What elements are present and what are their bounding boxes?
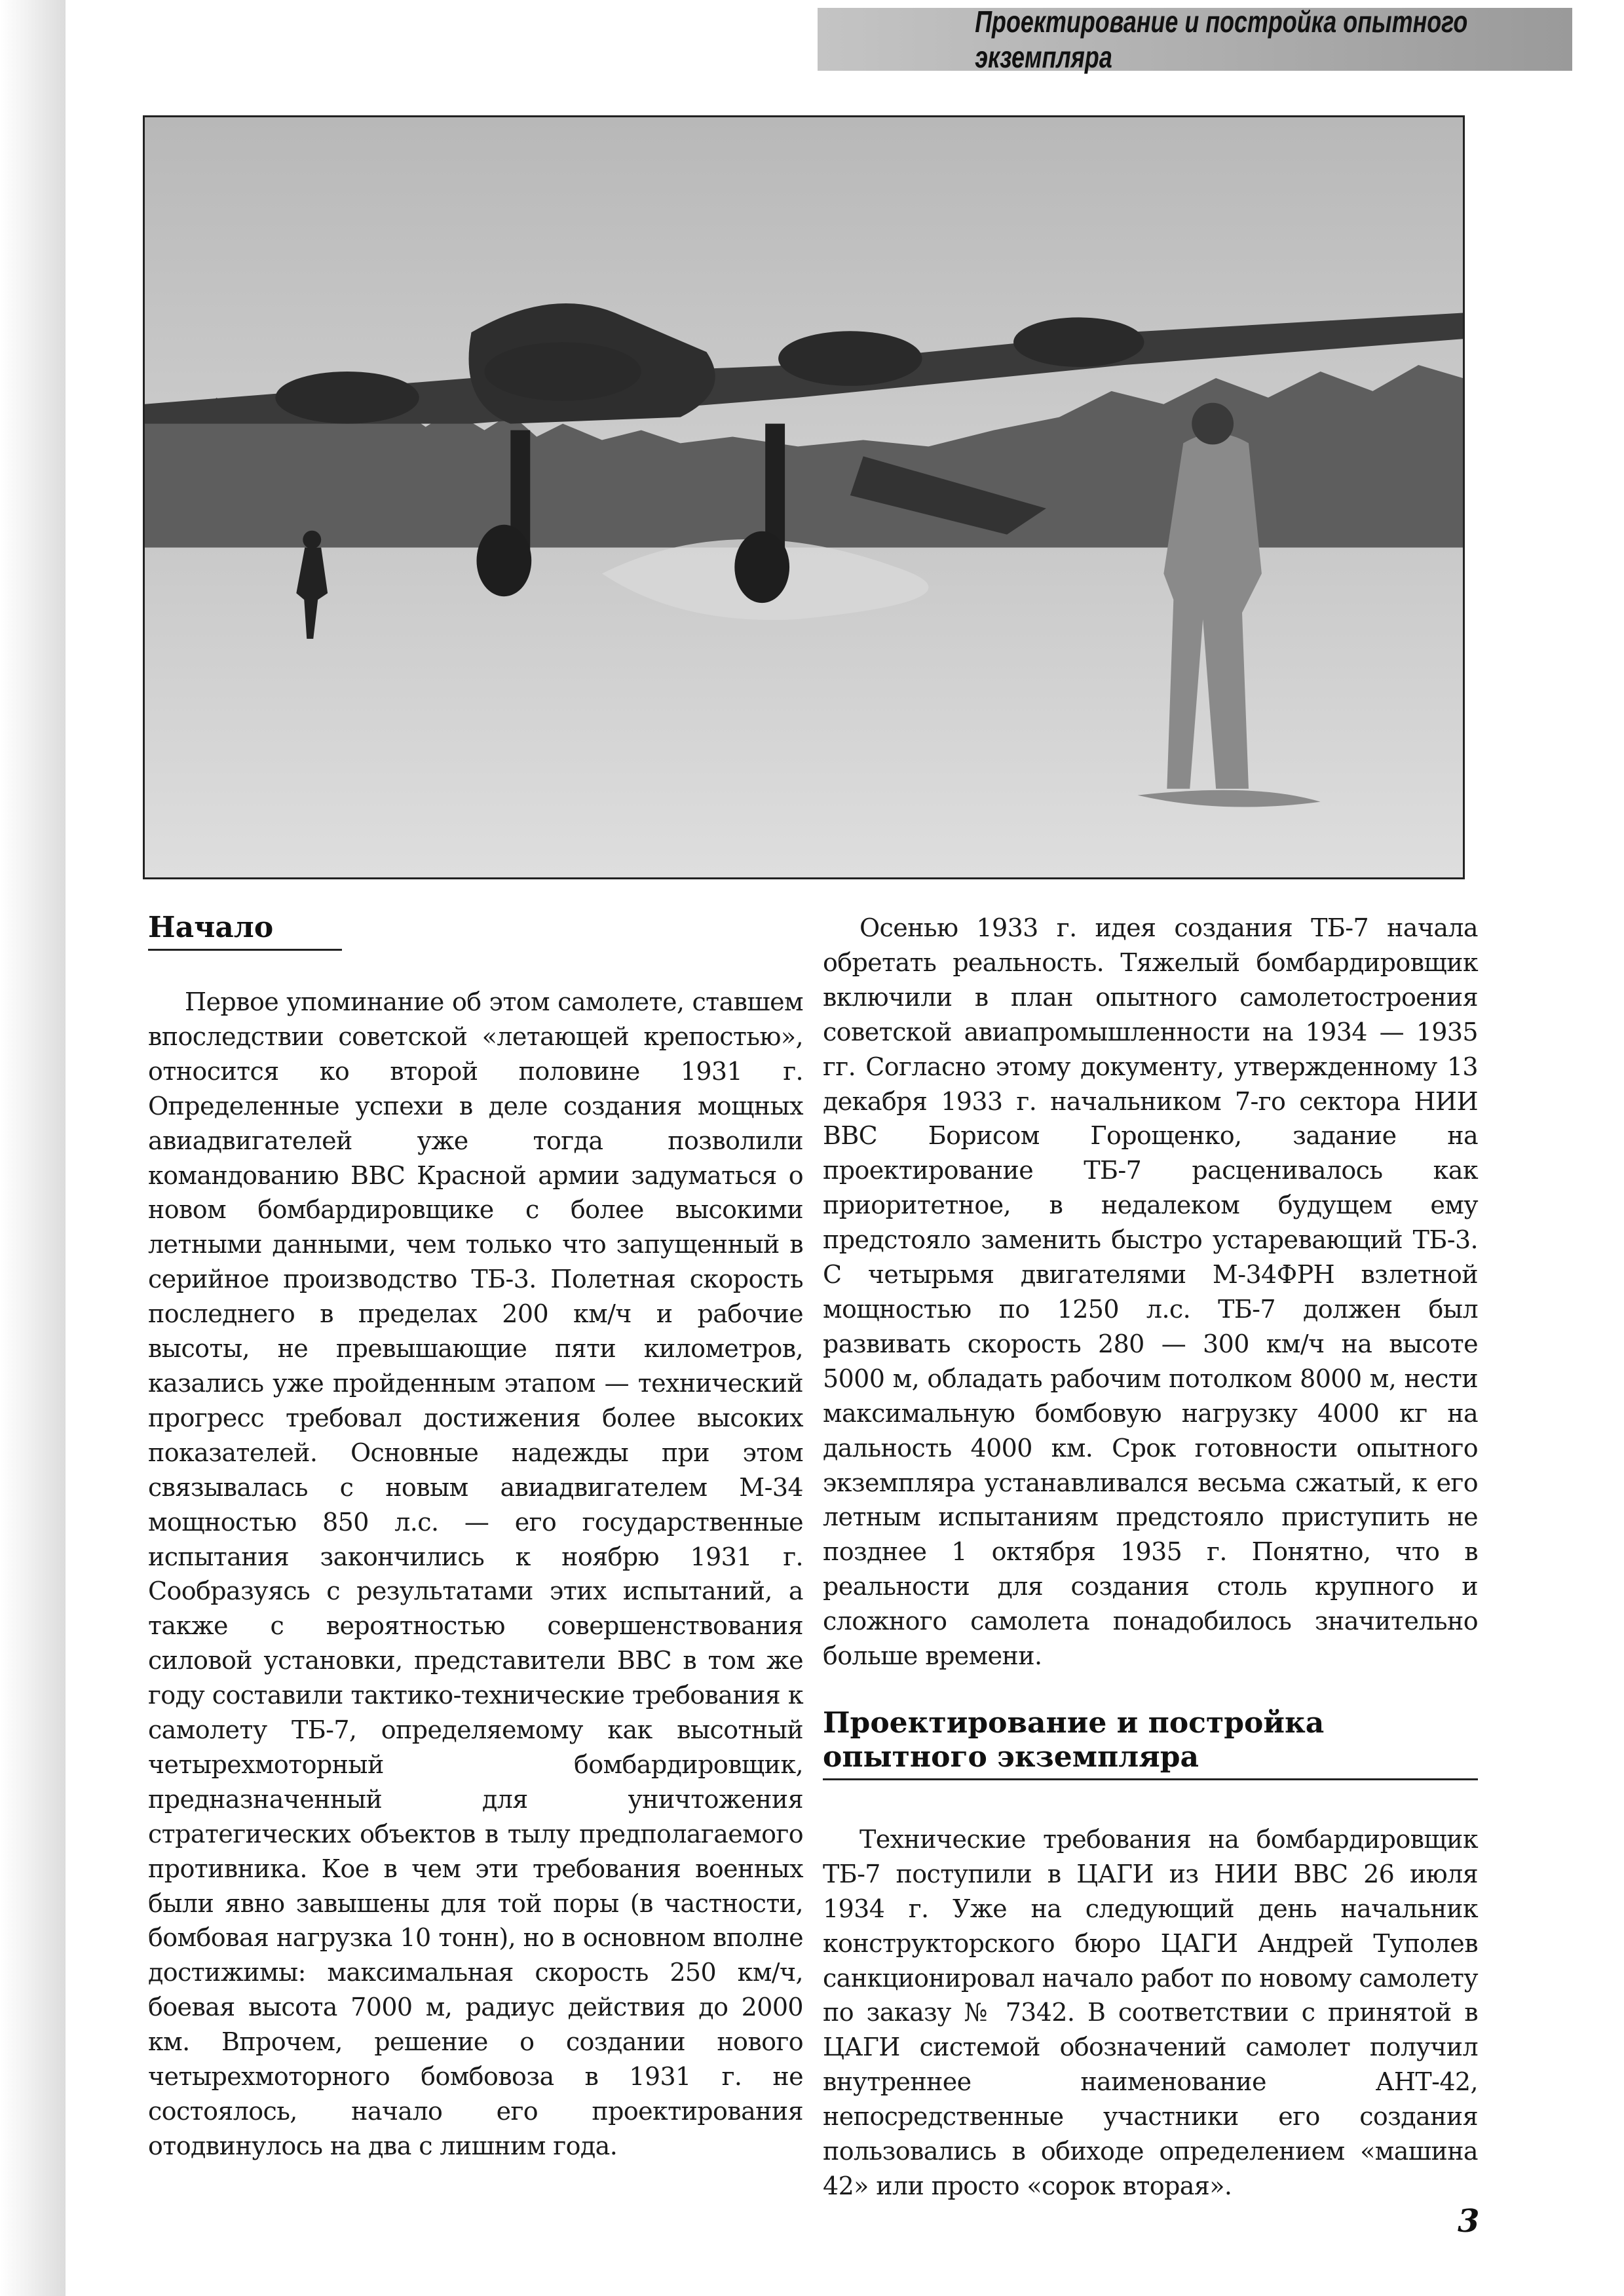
aircraft-photo-icon [145,117,1463,877]
aircraft-engine-3 [778,331,922,386]
aircraft-photo [143,115,1465,879]
aircraft-wheel-left [476,525,531,596]
heading-underline [823,1778,1478,1780]
person-running-head [303,531,321,549]
aircraft-engine-2 [484,342,641,401]
left-column [148,911,803,2164]
aircraft-wheel-right [734,531,789,603]
heading-underline [148,949,342,951]
running-header-title: Проектирование и постройка опытного экземпляра [975,5,1468,74]
left-column-paragraph: Первое упоминание об этом самолете, ставшем впоследствии советской «летающей крепостью», относится ко второй половине 1931 г. Определенные успехи в деле создания мощных авиадвигателей уже тогда позволили командованию ВВС Красной армии задуматься о новом бомбардировщике с более высокими летными данными, чем только что запущенный в серийное производство ТБ-3. Полетная скорость последнего в пределах 200 км/ч и рабочие высоты, не превышающие пяти километров, казались уже пройденным этапом — технический прогресс требовал достижения более высоких показателей. Основные надежды при этом связывалась с новым авиадвигателем М-34 мощностью 850 л.с. — его государственные испытания закончились к ноябрю 1931 г. Сообразуясь с результатами этих испытаний, а также с вероятностью совершенствования силовой установки, представители ВВС в том же году составили тактико-технические требования к самолету ТБ-7, определяемому как высотный четырехмоторный бомбардировщик, предназначенный для уничтожения стратегических объектов в тылу предполагаемого противника. Кое в чем эти требования военных были явно завышены для той поры (в частности, бомбовая нагрузка 10 тонн), но в основном вполне достижимы: максимальная скорость 250 км/ч, боевая высота 7000 м, радиус действия до 2000 км. Впрочем, решение о создании нового четырехмоторного бомбовоза в 1931 г. не состоялось, начало его проектирования отодвинулось на два с лишним года. [148,987,803,2160]
running-header [818,5,1572,74]
page-binding-shadow [0,0,66,2296]
person-standing-head [1192,403,1234,445]
aircraft-engine-1 [275,372,419,424]
section-heading-nachalo: Начало [148,911,274,944]
right-column-paragraph-1: Осенью 1933 г. идея создания ТБ-7 начала обретать реальность. Тяжелый бомбардировщик включили в план опытного самолетостроения советской авиапромышленности на 1934 — 1935 гг. Согласно этому документу, утвержденному 13 декабря 1933 г. начальником 7-го сектора НИИ ВВС Борисом Горощенко, задание на проектирование ТБ-7 расценивалось как приоритетное, в недалеком будущем ему предстояло заменить быстро устаревающий ТБ-3. С четырьмя двигателями М-34ФРН взлетной мощностью по 1250 л.с. ТБ-7 должен был развивать скорость 280 — 300 км/ч на высоте 5000 м, обладать рабочим потолком 8000 м, нести максимальную бомбовую нагрузку 4000 кг на дальность 4000 км. Срок готовности опытного экземпляра устанавливался весьма сжатый, к его летным испытаниям предстояло приступить не позднее 1 октября 1935 г. Понятно, что в реальности для создания столь крупного и сложного самолета понадобилось значительно больше времени. [823,913,1478,1671]
aircraft-engine-4 [1013,317,1144,367]
page-number: 3 [1458,2203,1480,2240]
right-column-paragraph-2: Технические требования на бомбардировщик ТБ-7 поступили в ЦАГИ из НИИ ВВС 26 июля 1934 г. Уже на следующий день начальник конструкторского бюро ЦАГИ Андрей Туполев санкционировал начало работ по новому самолету по заказу № 7342. В соответствии с принятой в ЦАГИ системой обозначений самолет получил внутреннее наименование АНТ-42, непосредственные участники его создания пользовались в обиходе определением «машина 42» или просто «сорок вторая». [823,1824,1479,2200]
section-heading-proektirovanie: Проектирование и постройка опытного экземпляра [823,1706,1325,1774]
right-column [823,911,1478,2204]
